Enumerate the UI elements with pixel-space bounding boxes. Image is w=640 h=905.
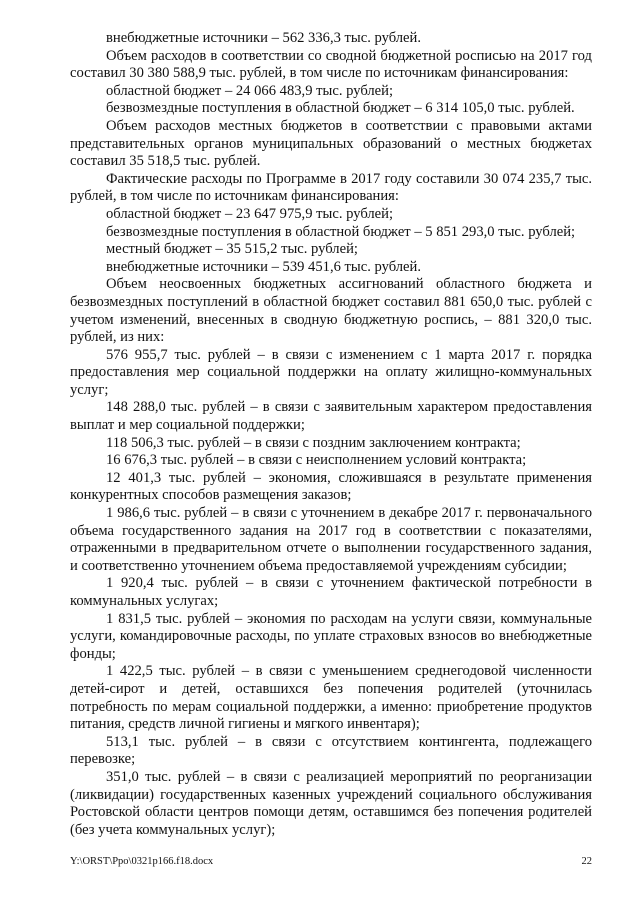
paragraph-item-housing-utilities: 576 955,7 тыс. рублей – в связи с изменением с 1 марта 2017 г. порядка предоставления мер социальной поддержки на оплату жилищно-коммунальных услуг; (70, 346, 592, 398)
paragraph-unspent-allocations: Объем неосвоенных бюджетных ассигнований областного бюджета и безвозмездных поступлений в областной бюджет составил 881 650,0 тыс. рублей с учетом изменений, внесенных в сводную бюджетную роспись, – 881 320,0 тыс. рублей, из них: (70, 276, 592, 346)
document-page (70, 30, 592, 839)
paragraph-item-reorganization: 351,0 тыс. рублей – в связи с реализацией мероприятий по реорганизации (ликвидации) государственных казенных учреждений социального обслуживания Ростовской области центров помощи детям, оставшимся без попечения родителей (без учета коммунальных услуг); (70, 768, 592, 838)
paragraph-offbudget-actual: внебюджетные источники – 539 451,6 тыс. рублей. (106, 258, 421, 275)
paragraph-actual-expenses: Фактические расходы по Программе в 2017 году составили 30 074 235,7 тыс. рублей, в том числе по источникам финансирования: (70, 170, 592, 205)
paragraph-grants-plan: безвозмездные поступления в областной бюджет – 6 314 105,0 тыс. рублей. (106, 100, 575, 117)
paragraph-regional-budget-actual: областной бюджет – 23 647 975,9 тыс. рублей; (106, 205, 394, 222)
paragraph-item-utilities-need: 1 920,4 тыс. рублей – в связи с уточнением фактической потребности в коммунальных услугах; (70, 575, 592, 609)
page-footer (70, 856, 592, 872)
paragraph-item-application-based: 148 288,0 тыс. рублей – в связи с заявительным характером предоставления выплат и мер социальной поддержки; (70, 399, 592, 434)
paragraph-item-orphans-number: 1 422,5 тыс. рублей – в связи с уменьшением среднегодовой численности детей-сирот и детей, оставшихся без попечения родителей (уточнилась потребность по мерам социальной поддержки, а именно: приобретение продуктов питания, средств личной гигиены и мягкого инвентаря); (70, 663, 592, 733)
paragraph-local-budget-actual: местный бюджет – 35 515,2 тыс. рублей; (106, 241, 358, 258)
paragraph-item-state-assignment: 1 986,6 тыс. рублей – в связи с уточнением в декабре 2017 г. первоначального объема государственного задания на 2017 год в соответствии с показателями, отраженными в предварительном отчете о выполнении государственного задания, и соответственно уточнением объема предоставляемой учреждениям субсидии; (70, 505, 592, 574)
paragraph-item-contract-nonfulfillment: 16 676,3 тыс. рублей – в связи с неисполнением условий контракта; (106, 452, 527, 469)
paragraph-item-communication-savings: 1 831,5 тыс. рублей – экономия по расходам на услуги связи, коммунальные услуги, командировочные расходы, по уплате страховых взносов во внебюджетные фонды; (70, 610, 592, 662)
paragraph-item-no-contingent: 513,1 тыс. рублей – в связи с отсутствием контингента, подлежащего перевозке; (70, 733, 592, 768)
paragraph-grants-actual: безвозмездные поступления в областной бюджет – 5 851 293,0 тыс. рублей; (106, 223, 576, 240)
file-path-label: Y:\ORST\Ppo\0321p166.f18.docx (70, 856, 214, 867)
paragraph-summary-budget-list-expenses: Объем расходов в соответствии со сводной бюджетной росписью на 2017 год составил 30 380 588,9 тыс. рублей, в том числе по источникам финансирования: (70, 47, 592, 82)
paragraph-local-budgets-expenses: Объем расходов местных бюджетов в соответствии с правовыми актами представительных органов муниципальных образований о местных бюджетах составил 35 518,5 тыс. рублей. (70, 117, 592, 170)
paragraph-regional-budget-plan: областной бюджет – 24 066 483,9 тыс. рублей; (106, 82, 394, 99)
paragraph-offbudget-sources-initial: внебюджетные источники – 562 336,3 тыс. рублей. (106, 30, 421, 46)
paragraph-item-procurement-savings: 12 401,3 тыс. рублей – экономия, сложившаяся в результате применения конкурентных способов размещения заказов; (70, 469, 592, 504)
page-number: 22 (581, 856, 592, 867)
paragraph-item-late-contract: 118 506,3 тыс. рублей – в связи с поздним заключением контракта; (106, 434, 521, 451)
